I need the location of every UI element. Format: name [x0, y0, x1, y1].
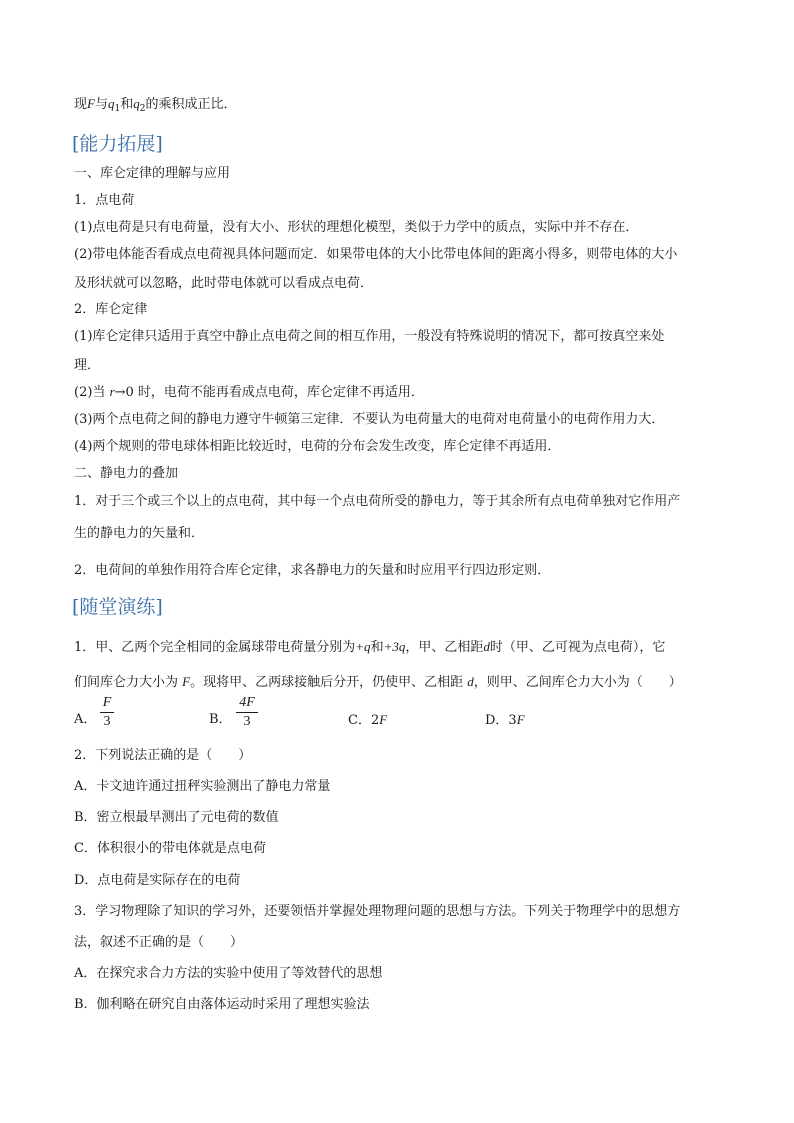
- question-3-stem-line1: 3．学习物理除了知识的学习外，还要领悟并掌握处理物理问题的思想与方法。下列关于物理学中的思想方: [74, 904, 681, 919]
- numerator: 4F: [239, 695, 255, 710]
- question-2-option-d: D．点电荷是实际存在的电荷: [74, 873, 241, 888]
- intro-text: 现: [74, 97, 88, 112]
- fraction-bar: [236, 712, 258, 713]
- text: 时，电荷不能再看成点电荷，库仑定律不再适用．: [133, 385, 424, 400]
- question-3-stem-line2: 法，叙述不正确的是（ ）: [74, 935, 244, 950]
- section-title: 一、库仑定律的理解与应用: [74, 166, 231, 181]
- question-2-option-c: C．体积很小的带电体就是点电荷: [74, 841, 266, 856]
- paragraph: 1．对于三个或三个以上的点电荷，其中每一个点电荷所受的静电力，等于其余所有点电荷单独对它作用产: [74, 494, 681, 509]
- text: 和: [370, 640, 384, 655]
- practice-heading: [随堂演练]: [72, 596, 163, 618]
- var-d: d: [483, 639, 490, 654]
- text: 。现将甲、乙两球接触后分开，仍使甲、乙相距: [190, 675, 468, 690]
- text: ，则甲、乙间库仑力大小为（ ）: [473, 675, 682, 690]
- question-2-option-a: A．卡文迪许通过扭秤实验测出了静电力常量: [74, 779, 331, 794]
- var-d: d: [467, 674, 474, 689]
- intro-line: [74, 95, 236, 118]
- subscript: 1: [114, 104, 121, 114]
- var-q1: q: [107, 96, 115, 111]
- subsection-title: 1．点电荷: [74, 193, 135, 208]
- paragraph: 2．电荷间的单独作用符合库仑定律，求各静电力的矢量和时应用平行四边形定则．: [74, 563, 551, 578]
- option-b-label: B．: [209, 712, 232, 727]
- paragraph: (2)带电体能否看成点电荷视具体问题而定．如果带电体的大小比带电体间的距离小得多，则带电体的大小: [74, 247, 678, 262]
- text: 1．甲、乙两个完全相同的金属球带电荷量分别为: [74, 640, 356, 655]
- var-F: F: [87, 96, 95, 111]
- fraction-bar: [100, 712, 114, 713]
- paragraph: (1)点电荷是只有电荷量，没有大小、形状的理想化模型，类似于力学中的质点，实际中并不存在．: [74, 220, 639, 235]
- question-2-stem: 2．下列说法正确的是（ ）: [74, 748, 252, 763]
- text: 时（甲、乙可视为点电荷），它: [489, 640, 666, 655]
- paragraph: 理．: [74, 358, 101, 373]
- option-d: [485, 711, 525, 730]
- denominator: 3: [103, 714, 111, 729]
- var-F: F: [516, 712, 525, 727]
- ability-heading: [能力拓展]: [72, 133, 163, 155]
- question-2-option-b: B．密立根最早测出了元电荷的数值: [74, 810, 279, 825]
- intro-text: 的乘积成正比．: [145, 97, 237, 112]
- var-q2: q: [133, 96, 140, 111]
- option-b-fraction: [236, 695, 258, 730]
- paragraph: [74, 383, 424, 402]
- paragraph: (1)库仑定律只适用于真空中静止点电荷之间的相互作用，一般没有特殊说明的情况下，都可按真空来处: [74, 329, 665, 344]
- section-title: 二、静电力的叠加: [74, 466, 179, 481]
- var-F: F: [379, 712, 388, 727]
- text: ，甲、乙相距: [405, 640, 484, 655]
- question-1-line1: [74, 638, 665, 657]
- option-d-label: D．3: [485, 713, 517, 728]
- option-a-fraction: [100, 695, 114, 730]
- option-c: [348, 711, 387, 730]
- option-c-label: C．2: [348, 713, 380, 728]
- arrow: →0: [114, 385, 134, 400]
- paragraph: 及形状就可以忽略，此时带电体就可以看成点电荷．: [74, 276, 374, 291]
- charge-2: +3q: [383, 639, 406, 654]
- denominator: 3: [243, 714, 251, 729]
- intro-text: 和: [120, 97, 134, 112]
- question-3-option-a: A．在探究求合力方法的实验中使用了等效替代的思想: [74, 966, 383, 981]
- charge-1: +q: [355, 639, 371, 654]
- subsection-title: 2．库仑定律: [74, 302, 148, 317]
- intro-text: 与: [94, 97, 108, 112]
- numerator: F: [102, 695, 112, 710]
- option-a-label: A．: [74, 712, 97, 727]
- question-3-option-b: B．伽利略在研究自由落体运动时采用了理想实验法: [74, 997, 370, 1012]
- var-r: r: [109, 384, 115, 399]
- paragraph: 生的静电力的矢量和．: [74, 526, 205, 541]
- paragraph: (4)两个规则的带电球体相距比较近时，电荷的分布会发生改变，库仑定律不再适用．: [74, 439, 561, 454]
- question-1-line2: [74, 673, 682, 692]
- var-F: F: [182, 674, 191, 689]
- text: 们间库仑力大小为: [74, 675, 183, 690]
- text: (2)当: [74, 385, 110, 400]
- subscript: 2: [139, 104, 146, 114]
- paragraph: (3)两个点电荷之间的静电力遵守牛顿第三定律．不要认为电荷量大的电荷对电荷量小的电荷作用力大．: [74, 412, 665, 427]
